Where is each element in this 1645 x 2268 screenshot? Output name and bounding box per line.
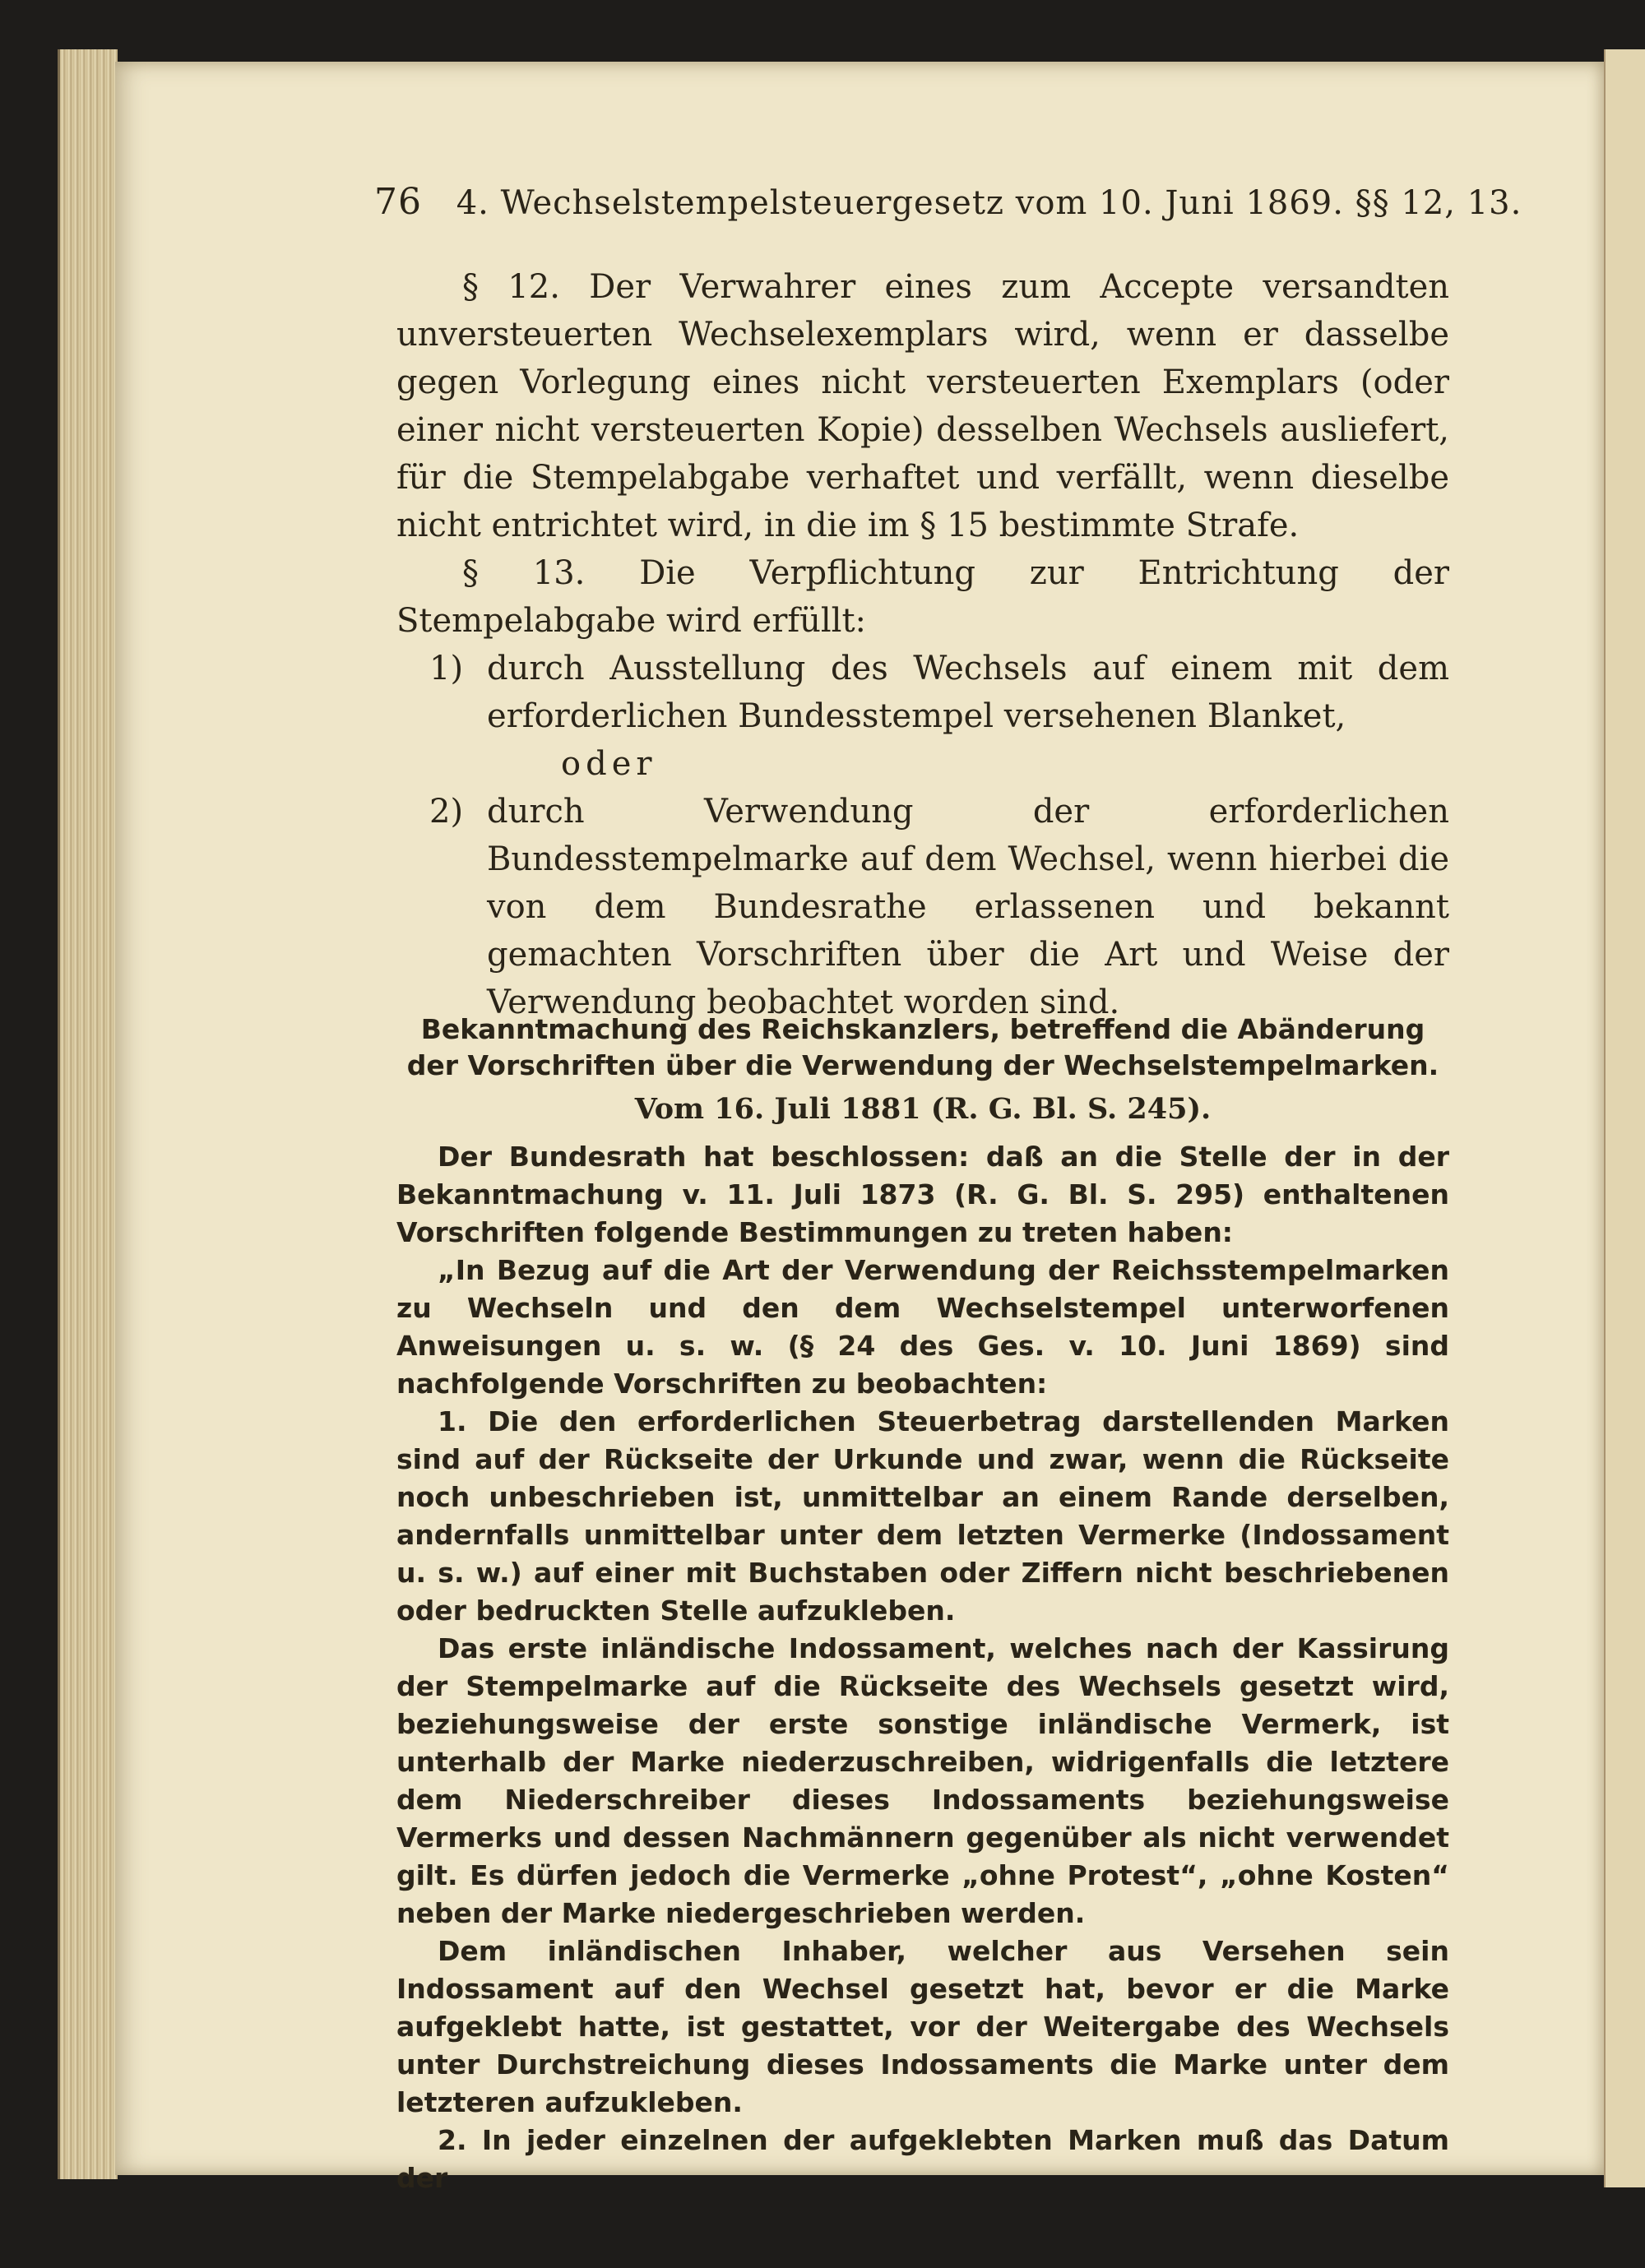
book-page-edges [58, 49, 118, 2179]
rule-2: 2. In jeder einzelnen der aufgeklebten Marken muß das Datum der [396, 2124, 1449, 2194]
rule-1-paragraph-3: Dem inländischen Inhaber, welcher aus Versehen sein Indossament auf den Wechsel gesetzt hat, bevor er die Marke aufgeklebt hatte, ist gestattet, vor der Weitergabe des Wechsels unter Durchstreichung dieses Indossaments die Marke unter dem letzteren aufzukleben. [396, 1935, 1449, 2118]
list-item [396, 645, 1449, 740]
page-number: 76 [374, 181, 422, 223]
notice-title: Bekanntmachung des Reichskanzlers, betreffend die Abänderung der Vorschriften über die Verwendung der Wechselstempelmarken. [406, 1013, 1439, 1081]
notice-block [396, 1011, 1449, 2197]
rule-1-paragraph-2: Das erste inländische Indossament, welches nach der Kassirung der Stempelmarke auf die Rückseite des Wechsels gesetzt wird, beziehungsweise der erste sonstige inländische Vermerk, ist unterhalb der Marke niederzuschreiben, widrigenfalls die letztere dem Niederschreiber dieses Indossaments beziehungsweise Vermerks und dessen Nachmännern gegenüber als nicht verwendet gilt. Es dürfen jedoch die Vermerke „ohne Protest“, „ohne Kosten“ neben der Marke niedergeschrieben werden. [396, 1632, 1449, 1929]
list-item-text: durch Verwendung der erforderlichen Bundesstempelmarke auf dem Wechsel, wenn hierbei die von dem Bundesrathe erlassenen und bekannt gemachten Vorschriften über die Art und Weise der Verwendung beobachtet worden sind. [487, 793, 1449, 1021]
running-header [374, 181, 1522, 223]
statute-text [396, 263, 1449, 1026]
rule-1: 1. Die den erforderlichen Steuerbetrag darstellenden Marken sind auf der Rückseite der Urkunde und zwar, wenn die Rückseite noch unbeschrieben ist, unmittelbar an einem Rande derselben, andernfalls unmittelbar unter dem letzten Vermerke (Indossament u. s. w.) auf einer mit Buchstaben oder Ziffern nicht beschriebenen oder bedruckten Stelle aufzukleben. [396, 1405, 1449, 1627]
list-item-text: durch Ausstellung des Wechsels auf einem mit dem erforderlichen Bundesstempel versehenen Blanket, [487, 650, 1449, 735]
list-item [396, 788, 1449, 1026]
list-item-number: 2) [429, 793, 464, 831]
notice-quote: „In Bezug auf die Art der Verwendung der Reichsstempelmarken zu Wechseln und den dem Wechselstempel unterworfenen Anweisungen u. s. w. (§ 24 des Ges. v. 10. Juni 1869) sind nachfolgende Vorschriften zu beobachten: [396, 1254, 1449, 1400]
notice-date: Vom 16. Juli 1881 (R. G. Bl. S. 245). [634, 1092, 1212, 1126]
facing-page-edge [1604, 49, 1645, 2187]
running-title: 4. Wechselstempelsteuergesetz vom 10. Juni 1869. §§ 12, 13. [456, 184, 1522, 222]
list-item-number: 1) [429, 650, 464, 687]
conjunction-oder: oder [561, 745, 657, 783]
notice-intro: Der Bundesrath hat beschlossen: daß an die Stelle der in der Bekanntmachung v. 11. Juli 1873 (R. G. Bl. S. 295) enthaltenen Vorschriften folgende Bestimmungen zu treten haben: [396, 1141, 1449, 1248]
section-12: § 12. Der Verwahrer eines zum Accepte versandten unversteuerten Wechselexemplars wird, wenn er dasselbe gegen Vorlegung eines nicht versteuerten Exemplars (oder einer nicht versteuerten Kopie) desselben Wechsels ausliefert, für die Stempelabgabe verhaftet und verfällt, wenn dieselbe nicht entrichtet wird, in die im § 15 bestimmte Strafe. [396, 268, 1449, 544]
section-13: § 13. Die Verpflichtung zur Entrichtung der Stempelabgabe wird erfüllt: [396, 554, 1449, 640]
